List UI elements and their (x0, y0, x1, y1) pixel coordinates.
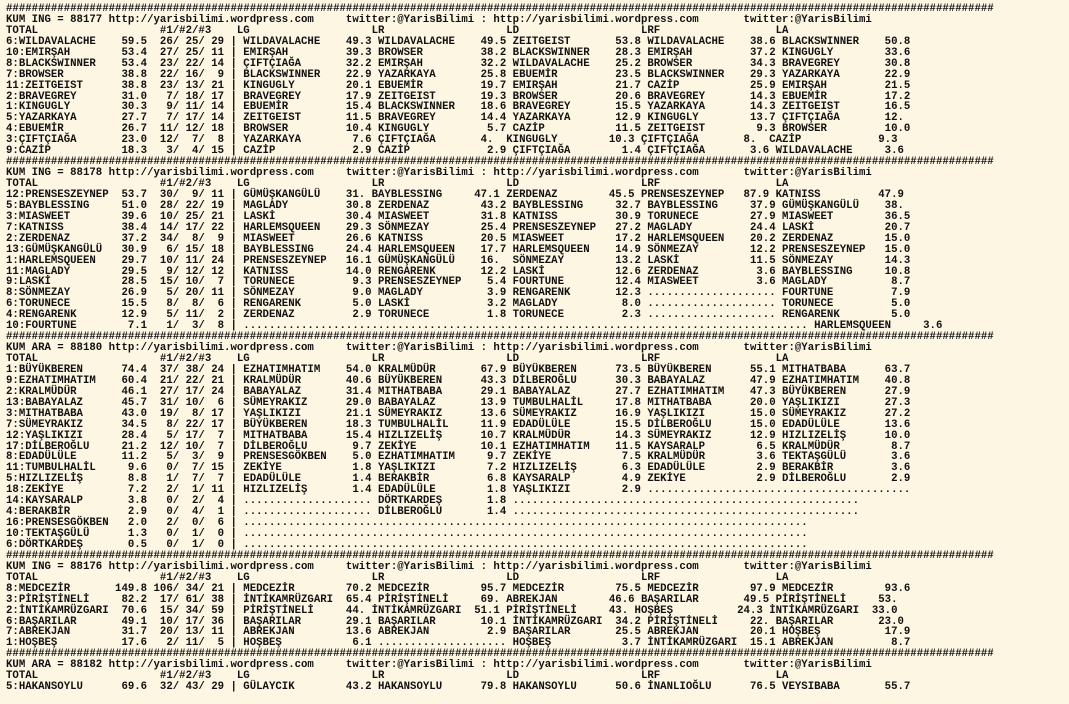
column-headers: TOTAL #1/#2/#3 LG LR LD LRF LA (6, 353, 789, 365)
table-row: 2:KRALMÜDÜR 46.1 27/ 17/ 24 | BABAYALAZ 31.4 MITHATBABA 29.1 BABAYALAZ 27.7 EZHATIMHATIM 47.3 BÜYÜKBEREN 27.9 (6, 385, 911, 398)
table-row: 4:BERAKBİR 2.9 0/ 4/ 1 | .................... DİLBEROĞLU 1.4 ...................................................... (6, 506, 860, 519)
table-row: 11:ZEITGEIST 38.8 23/ 13/ 21 | KINGUGLY 20.1 EBUEMİR 19.7 EMIRŞAH 21.7 CAZİP 25.9 EMIRŞAH 21.5 (6, 79, 911, 92)
table-row: 7:BROWSER 38.8 22/ 16/ 9 | BLACKSWINNER 22.9 YAZARKAYA 25.8 EBUEMİR 23.5 BLACKSWINNER 29.3 YAZARKAYA 22.9 (6, 68, 911, 81)
race-header: KUM ING = 88177 http://yarisbilimi.wordpress.com twitter:@YarisBilimi : http://yarisbilimi.wordpress.com twitter:@YarisBilimi (6, 13, 872, 26)
column-headers: TOTAL #1/#2/#3 LG LR LD LRF LA (6, 178, 789, 190)
table-row: 17:DİLBEROĞLU 21.2 12/ 10/ 7 | DİLBEROĞLU 9.7 ZEKİYE 10.1 EZHATIMHATIM 11.5 KAYSARALP 6.5 KRALMÜDÜR 8.7 (6, 440, 911, 453)
table-row: 6:TORUNECE 15.5 8/ 8/ 6 | RENGARENK 5.0 LASKİ 3.2 MAGLADY 8.0 .................... TORUNECE 5.0 (6, 298, 911, 311)
table-row: 6:BAŞARILAR 49.1 10/ 17/ 36 | BAŞARILAR 29.1 BAŞARILAR 10.1 İNTİKAMRÜZGARI 34.2 PİRİŞTİNELİ 22. BAŞARILAR 23.0 (6, 615, 904, 628)
race-header: KUM ING = 88178 http://yarisbilimi.wordpress.com twitter:@YarisBilimi : http://yarisbilimi.wordpress.com twitter:@YarisBilimi (6, 167, 872, 180)
table-row: 1:HOŞBEŞ 17.6 2/ 11/ 5 | HOŞBEŞ 6.1 .................... HOŞBEŞ 3.7 İNTİKAMRÜZGARI 15.1 ABREKJAN 8.7 (6, 637, 911, 650)
separator-line: ########################################################################################################################################################## (6, 549, 994, 562)
separator-line: ########################################################################################################################################################## (6, 3, 994, 15)
table-row: 2:ZERDENAZ 37.2 34/ 8/ 9 | MIASWEET 26.6 KATNISS 20.5 MIASWEET 17.2 HARLEMSQUEEN 20.2 ZERDENAZ 15.0 (6, 232, 911, 245)
table-row: 2:BRAVEGREY 31.0 7/ 18/ 17 | BRAVEGREY 17.9 ZEITGEIST 19.3 BROWSER 20.6 BRAVEGREY 14.3 EBUEMİR 17.2 (6, 90, 911, 103)
table-row: 5:YAZARKAYA 27.7 7/ 17/ 14 | ZEITGEIST 11.5 BRAVEGREY 14.4 YAZARKAYA 12.9 KINGUGLY 13.7 ÇIFTÇIAĞA 12. (6, 112, 904, 125)
table-row: 6:WILDAVALACHE 59.5 26/ 25/ 29 | WILDAVALACHE 49.3 WILDAVALACHE 49.5 ZEITGEIST 53.8 WILDAVALACHE 38.6 BLACKSWINNER 50.8 (6, 35, 911, 48)
table-row: 11:MAGLADY 29.5 9/ 12/ 12 | KATNISS 14.0 RENGARENK 12.2 LASKİ 12.6 ZERDENAZ 3.6 BAYBLESSING 10.8 (6, 265, 911, 278)
table-row: 8:MEDCEZİR 149.8 106/ 34/ 21 | MEDCEZİR 70.2 MEDCEZİR 95.7 MEDCEZİR 75.5 MEDCEZİR 97.9 MEDCEZİR 93.6 (6, 582, 911, 595)
separator-line: ########################################################################################################################################################## (6, 156, 994, 169)
separator-line: ########################################################################################################################################################## (6, 648, 994, 661)
table-row: 1:BÜYÜKBEREN 74.4 37/ 38/ 24 | EZHATIMHATIM 54.0 KRALMÜDÜR 67.9 BÜYÜKBEREN 73.5 BÜYÜKBEREN 55.1 MITHATBABA 63.7 (6, 363, 911, 376)
table-row: 5:HAKANSOYLU 69.6 32/ 43/ 29 | GÜLAYCIK 43.2 HAKANSOYLU 79.8 HAKANSOYLU 50.6 İNANLIOĞLU 76.5 VEYSIBABA 55.7 (6, 681, 911, 694)
column-headers: TOTAL #1/#2/#3 LG LR LD LRF LA (6, 571, 789, 584)
separator-line: ########################################################################################################################################################## (6, 331, 994, 344)
table-row: 4:RENGARENK 12.9 5/ 11/ 2 | ZERDENAZ 2.9 TORUNECE 1.8 TORUNECE 2.3 .................... RENGARENK 5.0 (6, 309, 911, 322)
table-row: 13:BABAYALAZ 45.7 31/ 10/ 6 | SÜMEYRAKIZ 29.0 BABAYALAZ 13.9 TUMBULHALİL 17.8 MITHATBABA 20.0 YAŞLIKIZI 27.3 (6, 396, 911, 409)
table-row: 10:FOURTUNE 7.1 1/ 3/ 8 | ........................................................................................ HARLEMSQUEEN 3.6 (6, 320, 943, 333)
table-row: 8:BLACKSWINNER 53.4 23/ 22/ 14 | ÇIFTÇIAĞA 32.2 EMIRŞAH 32.2 WILDAVALACHE 25.2 BROWSER 34.3 BRAVEGREY 30.8 (6, 57, 911, 70)
table-row: 5:HIZLIZELİŞ 8.8 1/ 7/ 7 | EDADÜLÜLE 1.4 BERAKBİR 6.8 KAYSARALP 4.9 ZEKİYE 2.9 DİLBEROĞLU 2.9 (6, 473, 911, 486)
table-row: 12:YAŞLIKIZI 28.4 5/ 17/ 7 | MITHATBABA 15.4 HIZLIZELİŞ 10.7 KRALMÜDÜR 14.3 SÜMEYRAKIZ 12.9 HIZLIZELİŞ 10.0 (6, 429, 911, 442)
table-row: 9:LASKİ 28.5 15/ 10/ 7 | TORUNECE 9.3 PRENSESZEYNEP 5.4 FOURTUNE 12.4 MIASWEET 3.6 MAGLADY 8.7 (6, 276, 911, 289)
table-row: 6:DÖRTKARDEŞ 0.5 0/ 1/ 0 | ........................................................................................ (6, 538, 808, 551)
table-row: 4:EBUEMİR 26.7 11/ 12/ 18 | BROWSER 10.4 KINGUGLY 5.7 CAZİP 11.5 ZEITGEIST 9.3 BROWSER 10.0 (6, 123, 911, 136)
column-headers: TOTAL #1/#2/#3 LG LR LD LRF LA (6, 24, 789, 37)
table-row: 10:EMIRŞAH 53.4 27/ 25/ 11 | EMIRŞAH 39.3 BROWSER 38.2 BLACKSWINNER 28.3 EMIRŞAH 37.2 KINGUGLY 33.6 (6, 46, 911, 59)
table-row: 3:MIASWEET 39.6 10/ 25/ 21 | LASKİ 30.4 MIASWEET 31.8 KATNISS 30.9 TORUNECE 27.9 MIASWEET 36.5 (6, 210, 911, 223)
table-row: 13:GÜMÜŞKANGÜLÜ 30.9 6/ 15/ 18 | BAYBLESSING 24.4 HARLEMSQUEEN 17.7 HARLEMSQUEEN 14.9 SÖNMEZAY 12.2 PRENSESZEYNEP 15.0 (6, 243, 911, 256)
table-row: 3:ÇIFTÇIAĞA 23.0 12/ 7/ 8 | YAZARKAYA 7.6 ÇIFTÇIAĞA 4. KINGUGLY 10.3 ÇIFTÇIAĞA 8. CAZİP 9.3 (6, 134, 898, 147)
table-row: 9:EZHATIMHATIM 60.4 21/ 22/ 21 | KRALMÜDÜR 40.6 BÜYÜKBEREN 43.3 DİLBEROĞLU 30.3 BABAYALAZ 47.9 EZHATIMHATIM 40.8 (6, 374, 911, 387)
table-row: 16:PRENSESGÖKBEN 2.0 2/ 0/ 6 | ........................................................................................ (6, 517, 808, 530)
table-row: 8:SÖNMEZAY 26.9 5/ 20/ 11 | SÖNMEZAY 9.0 MAGLADY 3.9 RENGARENK 12.3 .................... FOURTUNE 7.9 (6, 287, 911, 300)
table-row: 10:TEKTAŞGÜLÜ 1.3 0/ 1/ 0 | ........................................................................................ (6, 528, 808, 540)
table-row: 8:EDADÜLÜLE 11.2 5/ 3/ 9 | PRENSESGÖKBEN 5.0 EZHATIMHATIM 9.7 ZEKİYE 7.5 KRALMÜDÜR 3.6 TEKTAŞGÜLÜ 3.6 (6, 451, 911, 464)
table-row: 1:KINGUGLY 30.3 9/ 11/ 14 | EBUEMİR 15.4 BLACKSWINNER 18.6 BRAVEGREY 15.5 YAZARKAYA 14.3 ZEITGEIST 16.5 (6, 101, 911, 114)
column-headers: TOTAL #1/#2/#3 LG LR LD LRF LA (6, 670, 789, 683)
table-row: 7:KATNISS 38.4 14/ 17/ 22 | HARLEMSQUEEN 29.3 SÖNMEZAY 25.4 PRENSESZEYNEP 27.2 MAGLADY 24.4 LASKİ 20.7 (6, 221, 911, 234)
table-row: 5:BAYBLESSING 51.0 28/ 22/ 19 | MAGLADY 30.8 ZERDENAZ 43.2 BAYBLESSING 32.7 BAYBLESSING 37.9 GÜMÜŞKANGÜLÜ 38. (6, 199, 904, 212)
race-header: KUM ARA = 88180 http://yarisbilimi.wordpress.com twitter:@YarisBilimi : http://yarisbilimi.wordpress.com twitter:@YarisBilimi (6, 342, 872, 355)
table-row: 7:ABREKJAN 31.7 20/ 13/ 11 | ABREKJAN 13.6 ABREKJAN 2.9 BAŞARILAR 25.5 ABREKJAN 20.1 HOŞBEŞ 17.9 (6, 626, 911, 639)
table-row: 9:CAZİP 18.3 3/ 4/ 15 | CAZİP 2.9 CAZİP 2.9 ÇIFTÇIAĞA 1.4 ÇIFTÇIAĞA 3.6 WILDAVALACHE 3.6 (6, 145, 904, 158)
table-row: 14:KAYSARALP 3.8 0/ 2/ 4 | .................... DÖRTKARDEŞ 1.8 ...................................................... (6, 495, 860, 508)
table-row: 3:MITHATBABA 43.0 19/ 8/ 17 | YAŞLIKIZI 21.1 SÜMEYRAKIZ 13.6 SÜMEYRAKIZ 16.9 YAŞLIKIZI 15.0 SÜMEYRAKIZ 27.2 (6, 407, 911, 420)
table-row: 3:PİRİŞTİNELİ 82.2 17/ 61/ 38 | İNTİKAMRÜZGARI 65.4 PİRİŞTİNELİ 69. ABREKJAN 46.6 BAŞARILAR 49.5 PİRİŞTİNELİ 53. (6, 593, 898, 606)
race-header: KUM ING = 88176 http://yarisbilimi.wordpress.com twitter:@YarisBilimi : http://yarisbilimi.wordpress.com twitter:@YarisBilimi (6, 560, 872, 573)
table-row: 2:İNTİKAMRÜZGARI 70.6 15/ 34/ 59 | PİRİŞTİNELİ 44. İNTİKAMRÜZGARI 51.1 PİRİŞTİNELİ 43. HOŞBEŞ 24.3 İNTİKAMRÜZGARI 33.0 (6, 604, 898, 617)
table-row: 12:PRENSESZEYNEP 53.7 30/ 9/ 11 | GÜMÜŞKANGÜLÜ 31. BAYBLESSING 47.1 ZERDENAZ 45.5 PRENSESZEYNEP 87.9 KATNISS 47.9 (6, 188, 904, 201)
table-row: 1:HARLEMSQUEEN 29.7 10/ 11/ 24 | PRENSESZEYNEP 16.1 GÜMÜŞKANGÜLÜ 16. SÖNMEZAY 13.2 LASKİ 11.5 SÖNMEZAY 14.3 (6, 254, 911, 267)
table-row: 18:ZEKİYE 7.2 2/ 1/ 11 | HIZLIZELİŞ 1.4 EDADÜLÜLE 1.8 YAŞLIKIZI 2.9 ......................................... (6, 484, 911, 497)
race-header: KUM ARA = 88182 http://yarisbilimi.wordpress.com twitter:@YarisBilimi : http://yarisbilimi.wordpress.com twitter:@YarisBilimi (6, 659, 872, 672)
table-row: 11:TUMBULHALİL 9.6 0/ 7/ 15 | ZEKİYE 1.8 YAŞLIKIZI 7.2 HIZLIZELİŞ 6.3 EDADÜLÜLE 2.9 BERAKBİR 3.6 (6, 462, 911, 475)
table-row: 7:SÜMEYRAKIZ 34.5 8/ 22/ 17 | BÜYÜKBEREN 18.3 TUMBULHALİL 11.9 EDADÜLÜLE 15.5 DİLBEROĞLU 15.0 EDADÜLÜLE 13.6 (6, 418, 911, 431)
